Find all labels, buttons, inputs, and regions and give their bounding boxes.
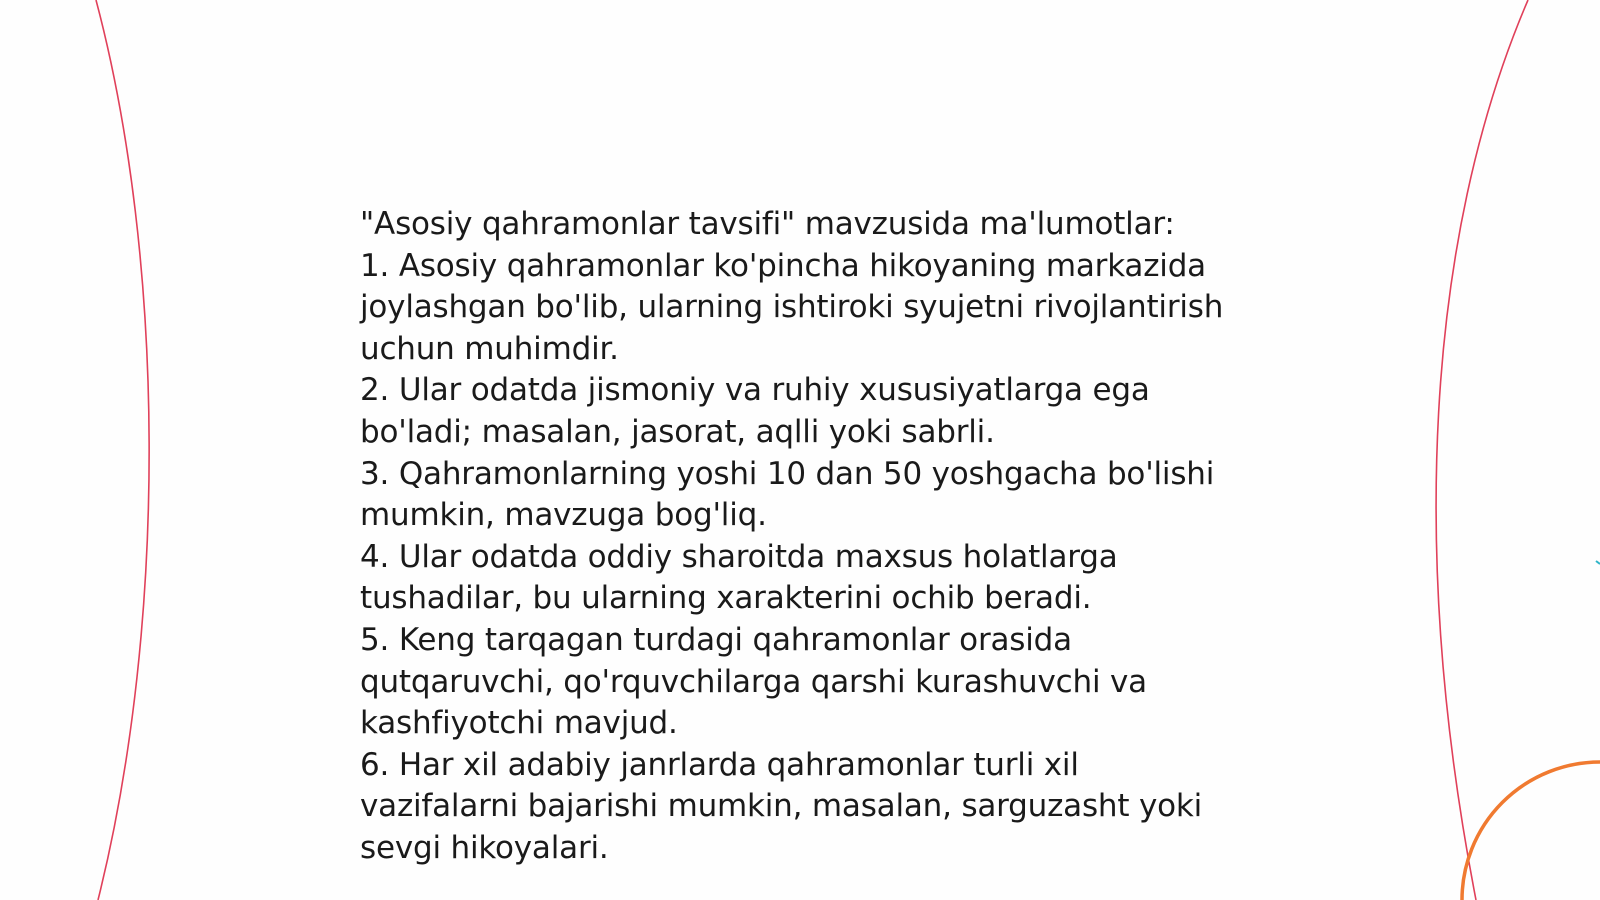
list-item-6: 6. Har xil adabiy janrlarda qahramonlar turli xil vazifalarni bajarishi mumkin, masalan, sarguzasht yoki sevgi hikoyalari. [360,746,1203,866]
list-item-1: 1. Asosiy qahramonlar ko'pincha hikoyaning markazida joylashgan bo'lib, ularning ishtiroki syujetni rivojlantirish uchun muhimdir. [360,247,1224,367]
list-item-4: 4. Ular odatda oddiy sharoitda maxsus holatlarga tushadilar, bu ularning xarakterini ochib beradi. [360,538,1118,617]
info-text-block [360,204,1240,870]
orange-circle-arc [1462,762,1600,900]
slide-heading: "Asosiy qahramonlar tavsifi" mavzusida ma'lumotlar: [360,206,1175,242]
left-curve-line [96,0,149,900]
teal-accent-mark [1596,561,1600,564]
list-item-2: 2. Ular odatda jismoniy va ruhiy xususiyatlarga ega bo'ladi; masalan, jasorat, aqlli yoki sabrli. [360,372,1150,450]
right-curve-line [1436,0,1528,900]
list-item-5: 5. Keng tarqagan turdagi qahramonlar orasida qutqaruvchi, qo'rquvchilarga qarshi kurashuvchi va kashfiyotchi mavjud. [360,621,1147,742]
list-item-3: 3. Qahramonlarning yoshi 10 dan 50 yoshgacha bo'lishi mumkin, mavzuga bog'liq. [360,455,1215,534]
